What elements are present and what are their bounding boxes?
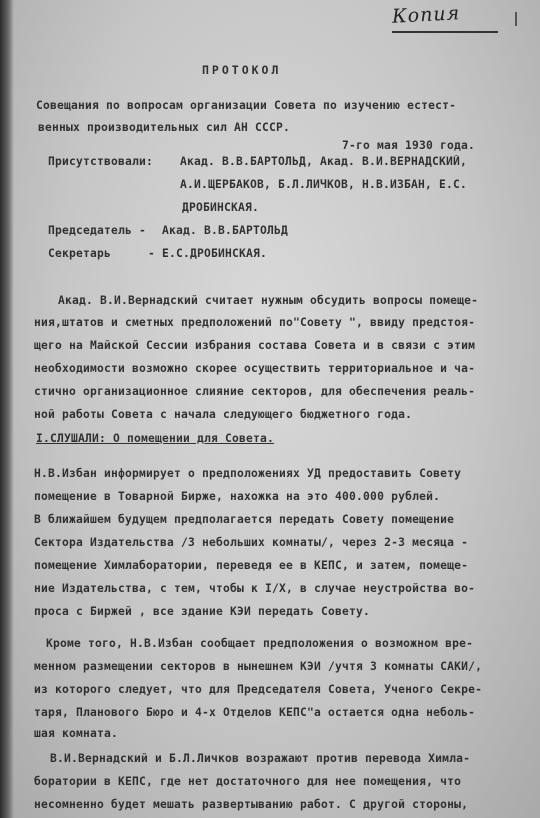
margin-mark — [515, 12, 517, 26]
present-line-3: ДРОБИНСКАЯ. — [182, 201, 260, 214]
chair-label: Председатель - — [48, 224, 147, 237]
para2-line: помещение Химлаборатории, переведя ее в КЕПС, и затем, помеще- — [34, 559, 469, 572]
para4-line: В.И.Вернадский и Б.Л.Личков возражают против перевода Химла- — [50, 752, 471, 765]
para4-line: несомненно будет мешать развертыванию работ. С другой стороны, — [34, 798, 469, 811]
secretary-label: Секретарь — [48, 247, 112, 260]
para1-line: Акад. В.И.Вернадский считает нужным обсудить вопросы помеще- — [58, 294, 479, 307]
para3-line: таря, Планового Бюро и 4-х Отделов КЕПС"а остается одна неболь- — [34, 706, 476, 719]
present-line-2: А.И.ЩЕРБАКОВ, Б.Л.ЛИЧКОВ, Н.В.ИЗБАН, Е.С. — [180, 178, 468, 191]
para1-line: ной работы Совета с начала следующего бюджетного года. — [34, 408, 413, 421]
para2-line: Н.В.Избан информирует о предположениях УД предоставить Совету — [34, 467, 462, 480]
para2-line: помещение в Товарной Бирже, нахожка на это 400.000 рублей. — [34, 490, 441, 503]
present-label: Присутствовали: — [48, 155, 154, 168]
chair-name: Акад. В.В.БАРТОЛЬД — [162, 224, 289, 237]
para1-line: стично организационное слияние секторов, для обеспечения реаль- — [34, 385, 476, 398]
para2-line: В ближайшем будущем предполагается передать Совету помещение — [34, 513, 455, 526]
para3-line: Кроме того, Н.В.Избан сообщает предположения о возможном вре- — [46, 637, 474, 650]
handwritten-note: Копия — [391, 2, 461, 28]
para2-line: проса с Биржей , все здание КЭИ передать Совету. — [34, 605, 371, 618]
secretary-name: - Е.С.ДРОБИНСКАЯ. — [148, 247, 268, 260]
para3-line: менном размещении секторов в нынешнем КЭИ /учтя 3 комнаты САКИ/, — [34, 660, 483, 673]
para1-line: ния,штатов и сметных предположений по"Совету ", ввиду предстоя- — [34, 316, 476, 329]
document-date: 7-го мая 1930 года. — [342, 139, 476, 152]
para3-line: шая комната. — [34, 727, 119, 740]
para2-line: ние Издательства, с тем, чтобы к I/Х, в случае неустройства во- — [34, 582, 476, 595]
para1-line: щего на Майской Сессии избрания состава Совета и в связи с этим — [34, 339, 476, 352]
section-heading: I.СЛУШАЛИ: О помещении для Совета. — [36, 432, 275, 445]
subtitle-line-2: венных производительных сил АН СССР. — [38, 121, 291, 134]
document-title: ПРОТОКОЛ — [202, 63, 282, 77]
present-line-1: Акад. В.В.БАРТОЛЬД, Акад. В.И.ВЕРНАДСКИЙ, — [180, 155, 468, 168]
para3-line: из которого следует, что для Председателя Совета, Ученого Секре- — [34, 683, 483, 696]
subtitle-line-1: Совещания по вопросам организации Совета по изучению естест- — [36, 99, 457, 112]
page-edge-shadow — [0, 0, 14, 818]
para2-line: Сектора Издательства /3 небольших комнаты/, через 2-3 месяца - — [34, 536, 469, 549]
handwritten-underline — [392, 31, 498, 33]
para1-line: необходимости возможно скорее осуществить территориальное и ча- — [34, 362, 476, 375]
para4-line: боратории в КЕПС, где нет достаточного для нее помещения, что — [34, 775, 462, 788]
